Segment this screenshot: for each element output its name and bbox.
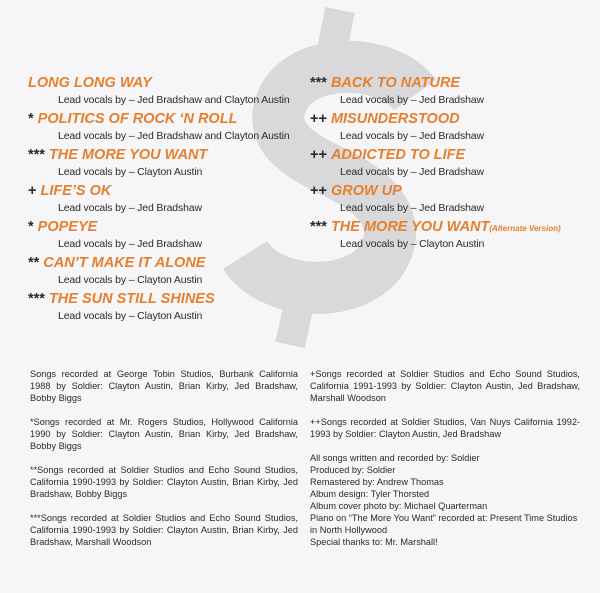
track-list-left bbox=[28, 74, 304, 326]
track-item bbox=[28, 254, 304, 290]
lead-vocals: Lead vocals by – Jed Bradshaw bbox=[340, 166, 484, 178]
track-session-mark: + bbox=[28, 183, 37, 199]
track-title-line bbox=[28, 290, 304, 309]
track-title: GROW UP bbox=[330, 183, 402, 199]
track-title-line bbox=[28, 74, 304, 93]
lead-vocals: Lead vocals by – Jed Bradshaw and Clayton Austin bbox=[58, 94, 290, 106]
track-title: BACK TO NATURE bbox=[330, 75, 461, 91]
recording-note: +Songs recorded at Soldier Studios and Echo Sound Studios, California 1991-1993 by Soldier: Clayton Austin, Jed Bradshaw, Marshall Woodson bbox=[310, 369, 580, 403]
track-item bbox=[28, 146, 304, 182]
recording-note: ++Songs recorded at Soldier Studios, Van Nuys California 1992-1993 by Soldier: Clayton Austin, Jed Bradshaw bbox=[310, 417, 580, 439]
recording-notes-right bbox=[310, 368, 580, 548]
track-session-mark: ++ bbox=[310, 147, 327, 163]
track-session-mark: * bbox=[28, 111, 34, 127]
recording-note: **Songs recorded at Soldier Studios and Echo Sound Studios, California 1990-1993 by Soldier: Clayton Austin, Brian Kirby, Jed Bradshaw, Bobby Biggs bbox=[30, 465, 298, 499]
track-item bbox=[28, 218, 304, 254]
recording-note: ***Songs recorded at Soldier Studios and Echo Sound Studios, California 1990-1993 by Soldier: Clayton Austin, Brian Kirby, Jed Bradshaw, Marshall Woodson bbox=[30, 513, 298, 547]
credit-line: All songs written and recorded by: Soldier bbox=[310, 453, 480, 463]
track-session-mark: ** bbox=[28, 255, 40, 271]
recording-note: *Songs recorded at Mr. Rogers Studios, Hollywood California 1990 by Soldier: Clayton Austin, Brian Kirby, Jed Bradshaw, Bobby Biggs bbox=[30, 417, 298, 451]
track-session-mark: ++ bbox=[310, 183, 327, 199]
lead-vocals: Lead vocals by – Jed Bradshaw bbox=[340, 130, 484, 142]
lead-vocals: Lead vocals by – Jed Bradshaw and Clayton Austin bbox=[58, 130, 290, 142]
track-item bbox=[310, 74, 590, 110]
track-title-line bbox=[28, 254, 304, 273]
lead-vocals: Lead vocals by – Jed Bradshaw bbox=[340, 94, 484, 106]
track-title: LONG LONG WAY bbox=[28, 75, 152, 91]
credit-line: Album design: Tyler Thorsted bbox=[310, 489, 430, 499]
track-item bbox=[310, 146, 590, 182]
track-title-line bbox=[310, 218, 590, 237]
track-title-line bbox=[310, 182, 590, 201]
lead-vocals: Lead vocals by – Jed Bradshaw bbox=[340, 202, 484, 214]
track-item bbox=[28, 290, 304, 326]
track-session-mark: * bbox=[28, 219, 34, 235]
track-title-line bbox=[310, 74, 590, 93]
lead-vocals: Lead vocals by – Clayton Austin bbox=[58, 274, 203, 286]
lead-vocals: Lead vocals by – Jed Bradshaw bbox=[58, 238, 202, 250]
credits bbox=[310, 452, 580, 548]
track-title: POPEYE bbox=[37, 219, 98, 235]
track-session-mark: *** bbox=[310, 219, 327, 235]
track-title: THE MORE YOU WANT bbox=[330, 219, 490, 235]
track-title-line bbox=[28, 218, 304, 237]
track-item bbox=[310, 182, 590, 218]
track-session-mark: ++ bbox=[310, 111, 327, 127]
recording-notes-right-list bbox=[310, 368, 580, 440]
track-title-line bbox=[310, 110, 590, 129]
credit-line: Special thanks to: Mr. Marshall! bbox=[310, 537, 438, 547]
track-session-mark: *** bbox=[310, 75, 327, 91]
track-title-line bbox=[28, 110, 304, 129]
track-title: POLITICS OF ROCK ‘N ROLL bbox=[37, 111, 238, 127]
recording-notes-left bbox=[30, 368, 298, 560]
track-item bbox=[310, 218, 590, 254]
track-title-line bbox=[310, 146, 590, 165]
credit-line: Produced by: Soldier bbox=[310, 465, 396, 475]
lead-vocals: Lead vocals by – Clayton Austin bbox=[58, 310, 203, 322]
track-title: THE MORE YOU WANT bbox=[48, 147, 208, 163]
lead-vocals: Lead vocals by – Clayton Austin bbox=[58, 166, 203, 178]
lead-vocals: Lead vocals by – Jed Bradshaw bbox=[58, 202, 202, 214]
track-title: THE SUN STILL SHINES bbox=[48, 291, 215, 307]
recording-note: Songs recorded at George Tobin Studios, Burbank California 1988 by Soldier: Clayton Austin, Brian Kirby, Jed Bradshaw, Bobby Biggs bbox=[30, 369, 298, 403]
credit-line: Remastered by: Andrew Thomas bbox=[310, 477, 444, 487]
track-session-mark: *** bbox=[28, 147, 45, 163]
track-item bbox=[310, 110, 590, 146]
track-item bbox=[28, 74, 304, 110]
track-list-right bbox=[310, 74, 590, 254]
track-version-note: (Alternate Version) bbox=[489, 224, 561, 233]
credit-line: Piano on “The More You Want” recorded at: Present Time Studios bbox=[310, 513, 578, 523]
track-title: LIFE’S OK bbox=[40, 183, 112, 199]
track-item bbox=[28, 182, 304, 218]
lead-vocals: Lead vocals by – Clayton Austin bbox=[340, 238, 485, 250]
track-title-line bbox=[28, 182, 304, 201]
track-title: CAN’T MAKE IT ALONE bbox=[43, 255, 206, 271]
track-title: ADDICTED TO LIFE bbox=[330, 147, 466, 163]
track-session-mark: *** bbox=[28, 291, 45, 307]
track-title-line bbox=[28, 146, 304, 165]
track-title: MISUNDERSTOOD bbox=[330, 111, 460, 127]
credit-line: Album cover photo by: Michael Quarterman bbox=[310, 501, 488, 511]
credit-line: in North Hollywood bbox=[310, 525, 388, 535]
track-item bbox=[28, 110, 304, 146]
